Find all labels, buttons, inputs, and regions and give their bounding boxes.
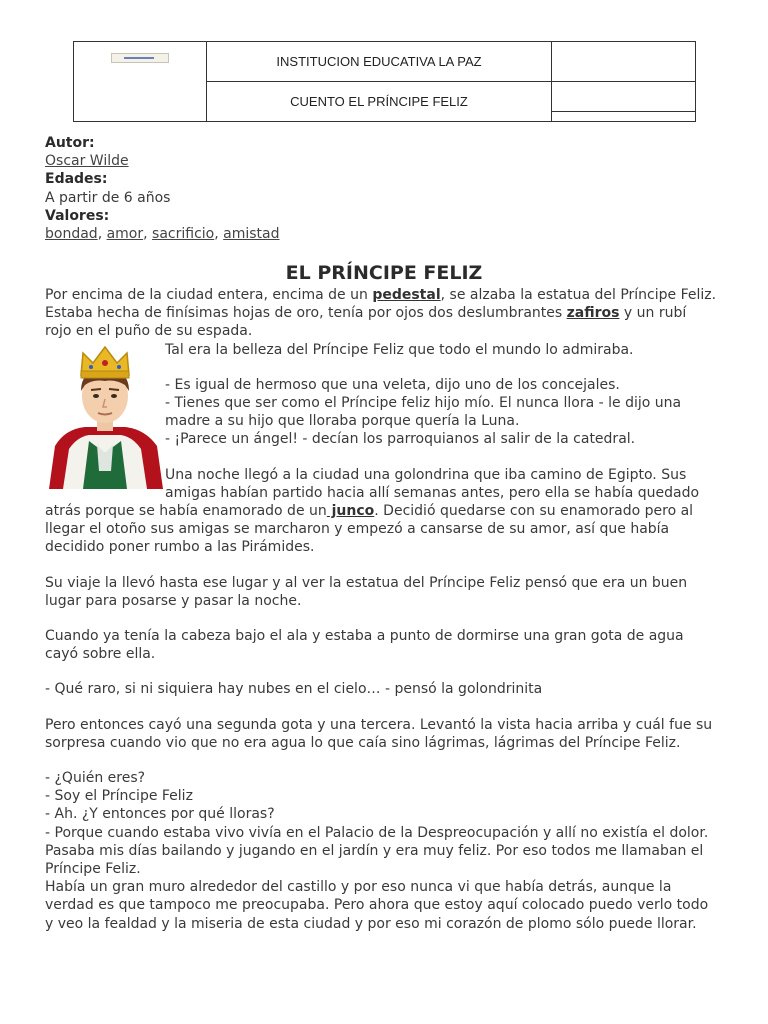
value-link-sacrificio[interactable]: sacrificio [152,226,215,243]
author-link[interactable]: Oscar Wilde [45,153,129,170]
keyword-pedestal[interactable]: pedestal [372,287,441,303]
story-metadata [45,134,280,243]
values-label: Valores: [45,207,110,224]
story-paragraph: Cuando ya tenía la cabeza bajo el ala y estaba a punto de dormirse una gran gota de agua cayó sobre ella. [45,628,684,663]
author-label: Autor: [45,135,95,151]
story-paragraph: Su viaje la llevó hasta ese lugar y al ver la estatua del Príncipe Feliz pensó que era un buen lugar para posarse y pasar la noche. [45,574,688,609]
keyword-junco[interactable]: junco [326,503,375,520]
dialogue-line: - Tienes que ser como el Príncipe feliz hijo mío. El nunca llora - le dijo una madre a su hijo que lloraba porque quería la Luna. [165,395,682,430]
story-paragraph: - Qué raro, si ni siquiera hay nubes en el cielo… - pensó la golondrinita [45,681,543,698]
story-paragraph: Había un gran muro alrededor del castillo y por eso nunca vi que había detrás, aunque la verdad es que tampoco me preocupaba. Pero ahora que estoy aquí colocado puedo verlo todo y veo la fealdad y la miseria de esta ciudad y por eso mi corazón de plomo sólo puede llorar. [45,879,709,932]
logo-cell [74,42,207,122]
dialogue-line: - Porque cuando estaba vivo vivía en el Palacio de la Despreocupación y allí no existía el dolor. Pasaba mis días bailando y jugando en el jardín y era muy feliz. Por eso todos me llamaban el Príncipe Feliz. [45,824,709,878]
document-subject: CUENTO EL PRÍNCIPE FELIZ [207,82,552,122]
story-body [45,286,717,933]
ages-label: Edades: [45,171,108,188]
dialogue-line: - ¿Quién eres? [45,770,146,787]
story-paragraph: Por encima de la ciudad entera, encima de un pedestal, se alzaba la estatua del Príncipe Feliz. Estaba hecha de finísimas hojas de oro, tenía por ojos dos deslumbrantes zafiros y un rubí rojo en el puño de su espada. [45,287,717,340]
prince-illustration [45,341,165,489]
institution-name: INSTITUCION EDUCATIVA LA PAZ [207,42,552,82]
value-link-bondad[interactable]: bondad [45,226,98,243]
ages-value: A partir de 6 años [45,189,171,206]
school-logo [111,53,169,63]
dialogue-line: - Es igual de hermoso que una veleta, dijo uno de los concejales. [165,376,620,393]
dialogue-line: - Ah. ¿Y entonces por qué lloras? [45,806,275,823]
values-list: bondad, amor, sacrificio, amistad [45,226,280,243]
story-paragraph: Una noche llegó a la ciudad una golondrina que iba camino de Egipto. Sus amigas habían partido hacia allí semanas antes, pero ella se había quedado atrás porque se había enamorado de un junco. Decidió quedarse con su enamorado pero al llegar el otoño sus amigas se marcharon y empezó a cansarse de su amor, así que había decidido poner rumbo a las Pirámides. [45,466,700,556]
value-link-amistad[interactable]: amistad [223,226,280,243]
keyword-zafiros[interactable]: zafiros [566,305,620,322]
story-paragraph: Pero entonces cayó una segunda gota y una tercera. Levantó la vista hacia arriba y cuál fue su sorpresa cuando vio que no era agua lo que caía sino lágrimas, lágrimas del Príncipe Feliz. [45,716,713,751]
header-split-cell [552,82,696,122]
story-paragraph: Tal era la belleza del Príncipe Feliz que todo el mundo lo admiraba. [165,341,634,358]
document-header-table [73,41,696,122]
story-title: EL PRÍNCIPE FELIZ [285,262,483,284]
value-link-amor[interactable]: amor [106,226,144,243]
dialogue-line: - ¡Parece un ángel! - decían los parroquianos al salir de la catedral. [165,431,636,448]
header-blank-cell [552,42,696,82]
dialogue-line: - Soy el Príncipe Feliz [45,788,193,805]
